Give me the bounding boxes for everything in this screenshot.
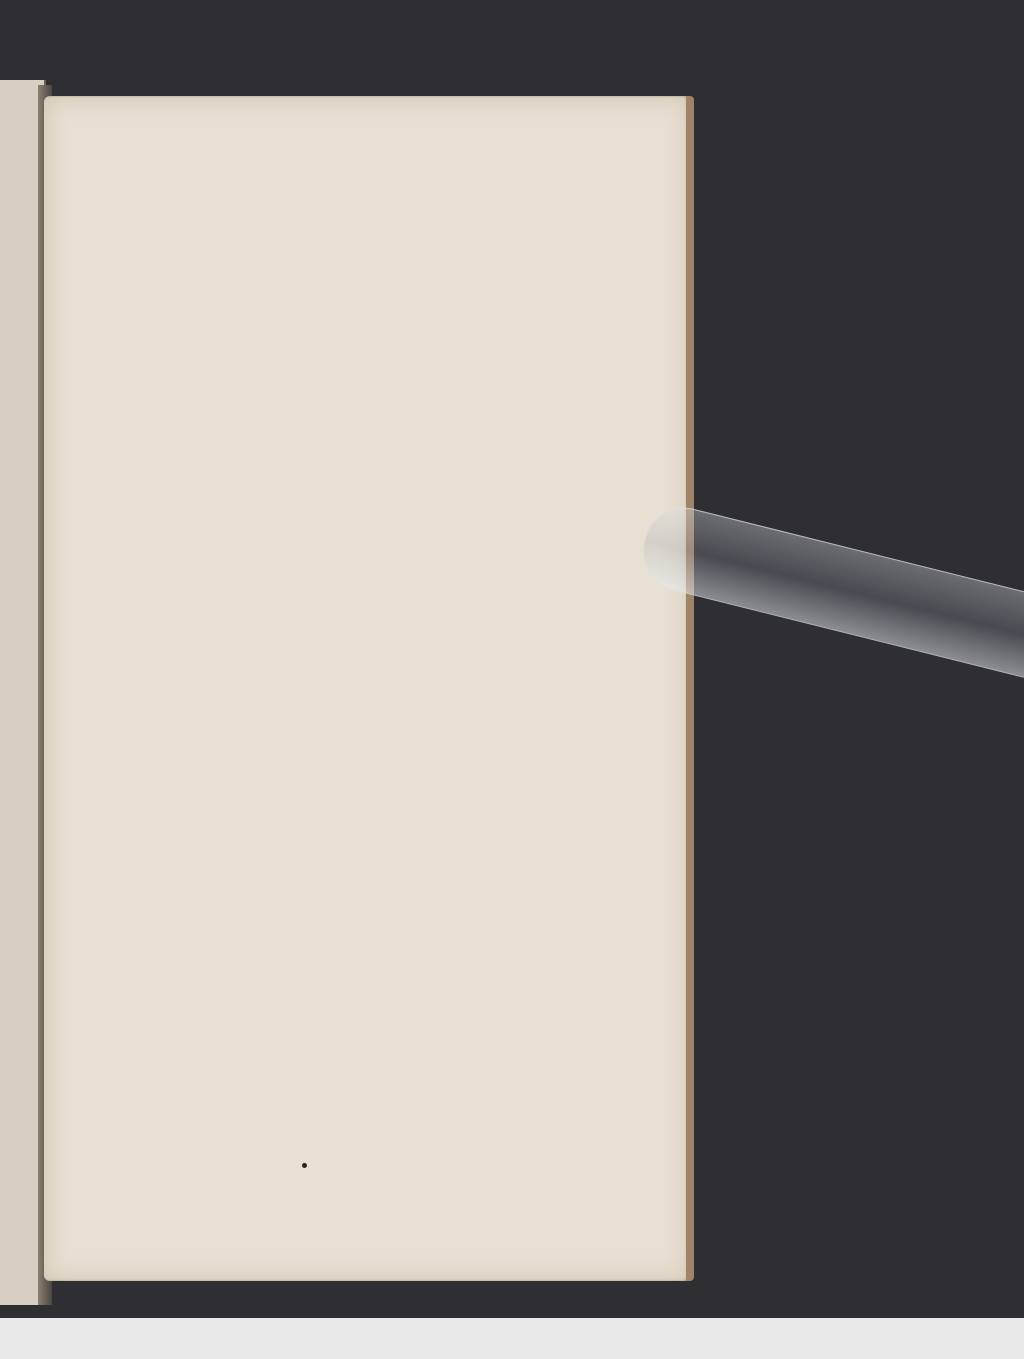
page-edge bbox=[686, 96, 694, 1281]
footer-bar bbox=[0, 1318, 1024, 1359]
ink-dot bbox=[302, 1163, 307, 1168]
book-page bbox=[44, 96, 690, 1281]
